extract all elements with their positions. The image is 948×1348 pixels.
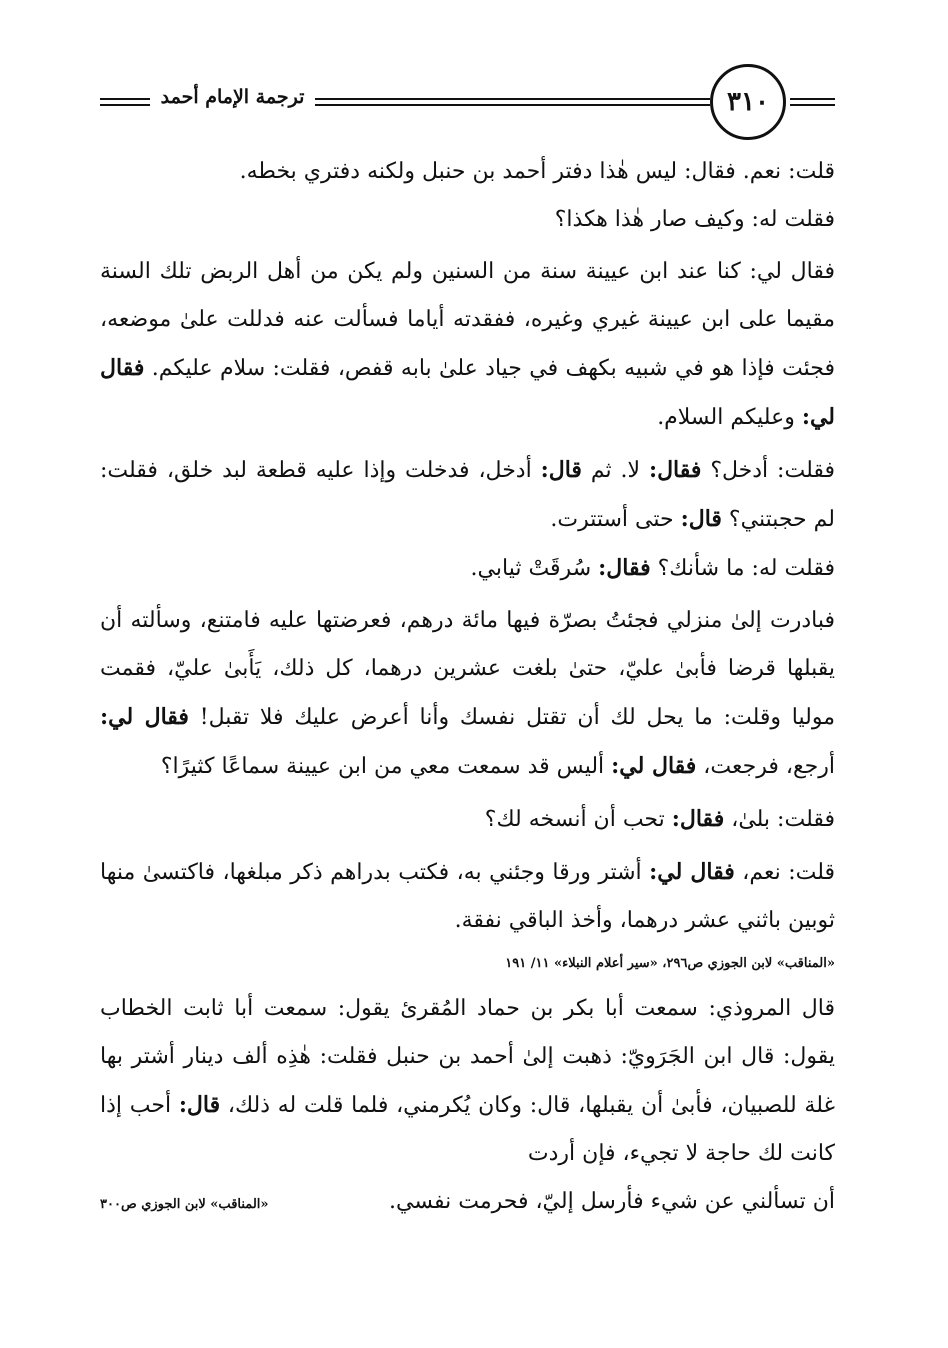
speaker-label: فقال لي: — [100, 355, 835, 430]
paragraph — [100, 597, 835, 791]
speaker-label: فقال: — [648, 457, 702, 483]
speaker-label: فقال لي: — [100, 704, 189, 730]
paragraph-text: قلت: نعم، — [734, 860, 836, 885]
page-number: ٣١٠ — [710, 64, 786, 140]
source-citation: «المناقب» لابن الجوزي ص٣٠٠ — [100, 1197, 269, 1212]
speaker-label: قال: — [680, 506, 722, 532]
speaker-label: قال: — [178, 1092, 221, 1118]
paragraph-text: فقلت: بلىٰ، — [724, 807, 835, 832]
paragraph-text: قلت: نعم. فقال: ليس هٰذا دفتر أحمد بن حنبل ولكنه دفتري بخطه. — [239, 159, 835, 184]
paragraph-text: أليس قد سمعت معي من ابن عيينة سماعًا كثيرًا؟ — [160, 754, 612, 779]
paragraph — [100, 248, 835, 442]
paragraph-text: فقال لي: كنا عند ابن عيينة سنة من السنين ولم يكن من أهل الربض تلك السنة مقيما على ابن عيينة غيري وغيره، ففقدته أياما فسألت عنه فدللت علىٰ موضعه، فجئت فإذا هو في شبيه بكهف في جياد علىٰ بابه قفص، فقلت: سلام عليكم. — [100, 259, 835, 381]
page-body — [100, 148, 835, 1229]
paragraph — [100, 795, 835, 844]
paragraph-text: سُرقَتْ ثيابي. — [470, 556, 599, 581]
paragraph-text: أحب إذا كانت لك حاجة لا تجيء، فإن أردت — [100, 1093, 835, 1166]
paragraph — [100, 544, 835, 593]
paragraph-text: أن تسألني عن شيء فأرسل إليّ، فحرمت نفسي. — [389, 1189, 835, 1214]
paragraph-text: أشتر ورقا وجئني به، فكتب بدراهم ذكر مبلغها، فاكتسىٰ منها ثوبين باثني عشر درهما، وأخذ الباقي نفقة. — [100, 860, 835, 933]
speaker-label: فقال لي: — [611, 753, 697, 779]
paragraph — [100, 148, 835, 196]
speaker-label: قال: — [540, 457, 582, 483]
paragraph-text: أدخل، فدخلت وإذا عليه قطعة لبد خلق، فقلت: لم حجبتني؟ — [100, 458, 835, 532]
speaker-label: فقال: — [671, 806, 725, 832]
paragraph-text: قال المروذي: سمعت أبا بكر بن حماد المُقرئ يقول: سمعت أبا ثابت الخطاب يقول: قال ابن الجَرَويّ: ذهبت إلىٰ أحمد بن حنبل فقلت: هٰذِه ألف دينار أشتر بها غلة للصبيان، فأبىٰ أن يقبلها، قال: وكان يُكرمني، فلما قلت له ذلك، — [100, 996, 835, 1118]
running-title: ترجمة الإمام أحمد — [160, 86, 305, 108]
page-header — [100, 62, 835, 142]
paragraph — [100, 446, 835, 544]
paragraph-text: فقلت: أدخل؟ — [701, 458, 836, 483]
paragraph-text: وعليكم السلام. — [657, 405, 802, 430]
paragraph-text: حتى أستترت. — [550, 507, 681, 532]
header-rule-middle — [315, 98, 710, 106]
paragraph-text: فقلت له: وكيف صار هٰذا هكذا؟ — [554, 207, 835, 232]
paragraph-text: فقلت له: ما شأنك؟ — [650, 556, 835, 581]
paragraph-text: لا. ثم — [581, 458, 649, 483]
paragraph-text: تحب أن أنسخه لك؟ — [484, 807, 672, 832]
header-rule-right — [790, 98, 835, 106]
source-citation: «المناقب» لابن الجوزي ص٢٩٦، «سير أعلام النبلاء» ١١/ ١٩١ — [505, 956, 835, 971]
paragraph-text: فبادرت إلىٰ منزلي فجئتُ بصرّة فيها مائة درهم، فعرضتها عليه فامتنع، وسألته أن يقبلها قرضا فأبىٰ عليّ، حتىٰ بلغت عشرين درهما، كل ذلك، يَأَبىٰ عليّ، فقمت موليا وقلت: ما يحل لك أن تقتل نفسك وأنا أعرض عليك فلا تقبل! — [100, 608, 835, 730]
paragraph — [100, 196, 835, 244]
paragraph — [100, 985, 835, 1178]
paragraph — [100, 848, 835, 945]
header-rule-left — [100, 98, 150, 106]
final-line — [100, 1178, 835, 1229]
speaker-label: فقال: — [598, 555, 651, 581]
paragraph-text: أرجع، فرجعت، — [696, 754, 835, 779]
speaker-label: فقال لي: — [649, 859, 735, 885]
